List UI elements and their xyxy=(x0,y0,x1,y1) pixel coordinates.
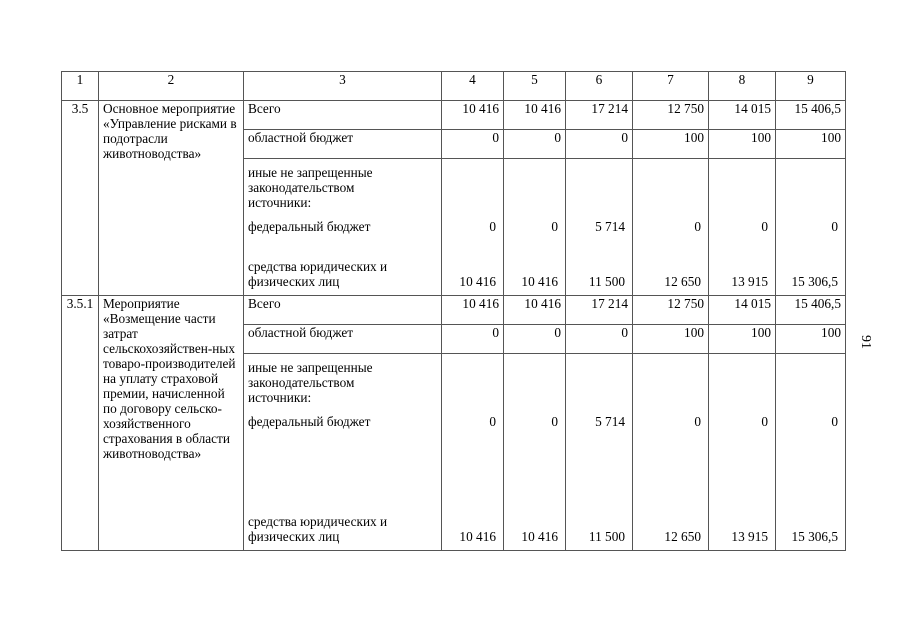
source-label-group xyxy=(244,354,442,551)
value-cell: 12 750 xyxy=(633,296,709,325)
header-cell: 1 xyxy=(62,72,99,101)
value-cell: 17 214 xyxy=(566,101,633,130)
header-cell: 9 xyxy=(776,72,846,101)
legal-value: 13 915 xyxy=(731,529,768,544)
value-stack xyxy=(508,354,558,550)
other-sources-label: иные не запрещенные законодательством источники: xyxy=(248,360,373,405)
legal-value: 10 416 xyxy=(459,274,496,289)
value-cell: 14 015 xyxy=(709,296,776,325)
value-stack xyxy=(570,354,625,550)
table-body xyxy=(62,72,846,551)
value-cell-group xyxy=(776,354,846,551)
federal-budget-label: федеральный бюджет xyxy=(248,414,371,429)
legal-value: 10 416 xyxy=(521,529,558,544)
header-cell: 5 xyxy=(504,72,566,101)
value-stack xyxy=(780,159,838,295)
value-cell: 100 xyxy=(633,325,709,354)
value-cell: 0 xyxy=(504,325,566,354)
legal-value: 13 915 xyxy=(731,274,768,289)
value-stack xyxy=(713,354,768,550)
federal-value: 5 714 xyxy=(595,414,625,429)
value-cell: 14 015 xyxy=(709,101,776,130)
value-cell: 0 xyxy=(566,325,633,354)
federal-value: 0 xyxy=(694,219,701,234)
value-cell-group xyxy=(709,159,776,296)
legal-value: 12 650 xyxy=(664,274,701,289)
value-cell: 0 xyxy=(442,130,504,159)
header-row xyxy=(62,72,846,101)
value-cell: 10 416 xyxy=(504,296,566,325)
value-cell-group xyxy=(504,354,566,551)
header-cell: 2 xyxy=(99,72,244,101)
row-code: 3.5.1 xyxy=(62,296,99,551)
value-cell: 0 xyxy=(504,130,566,159)
federal-value: 0 xyxy=(761,219,768,234)
federal-value: 0 xyxy=(831,219,838,234)
federal-value: 0 xyxy=(761,414,768,429)
budget-table xyxy=(61,71,846,551)
value-cell: 100 xyxy=(709,325,776,354)
federal-value: 0 xyxy=(489,219,496,234)
legal-value: 11 500 xyxy=(588,274,625,289)
value-stack xyxy=(570,159,625,295)
federal-value: 0 xyxy=(489,414,496,429)
source-label: областной бюджет xyxy=(244,325,442,354)
table-row xyxy=(62,101,846,130)
value-cell-group xyxy=(776,159,846,296)
header-cell: 7 xyxy=(633,72,709,101)
table-row xyxy=(62,296,846,325)
value-cell-group xyxy=(566,159,633,296)
legal-entities-label: средства юридических и физических лиц xyxy=(248,514,388,544)
federal-value: 0 xyxy=(551,219,558,234)
value-cell-group xyxy=(442,159,504,296)
value-cell: 100 xyxy=(709,130,776,159)
label-stack xyxy=(248,354,437,550)
value-cell-group xyxy=(633,159,709,296)
row-code: 3.5 xyxy=(62,101,99,296)
value-cell-group xyxy=(504,159,566,296)
row-name: Мероприятие «Возмещение части затрат сельскохозяйствен-ных товаро-производителей на уплату страховой премии, начисленной по договору сельско-хозяйственного страхования в области животноводства» xyxy=(99,296,244,551)
value-stack xyxy=(637,354,701,550)
source-label: Всего xyxy=(244,101,442,130)
legal-value: 10 416 xyxy=(521,274,558,289)
value-cell-group xyxy=(633,354,709,551)
page-number: 91 xyxy=(858,335,873,349)
other-sources-label: иные не запрещенные законодательством источники: xyxy=(248,165,373,210)
federal-value: 0 xyxy=(551,414,558,429)
value-cell-group xyxy=(566,354,633,551)
value-stack xyxy=(446,159,496,295)
value-stack xyxy=(780,354,838,550)
legal-value: 12 650 xyxy=(664,529,701,544)
value-cell: 10 416 xyxy=(442,101,504,130)
federal-budget-label: федеральный бюджет xyxy=(248,219,371,234)
value-cell: 15 406,5 xyxy=(776,296,846,325)
source-label: Всего xyxy=(244,296,442,325)
value-cell: 100 xyxy=(776,325,846,354)
federal-value: 5 714 xyxy=(595,219,625,234)
legal-value: 11 500 xyxy=(588,529,625,544)
value-cell: 10 416 xyxy=(442,296,504,325)
value-cell: 15 406,5 xyxy=(776,101,846,130)
federal-value: 0 xyxy=(694,414,701,429)
value-stack xyxy=(713,159,768,295)
value-cell: 12 750 xyxy=(633,101,709,130)
value-stack xyxy=(508,159,558,295)
source-label: областной бюджет xyxy=(244,130,442,159)
value-cell: 0 xyxy=(566,130,633,159)
header-cell: 6 xyxy=(566,72,633,101)
value-cell-group xyxy=(442,354,504,551)
header-cell: 8 xyxy=(709,72,776,101)
value-cell: 17 214 xyxy=(566,296,633,325)
federal-value: 0 xyxy=(831,414,838,429)
header-cell: 3 xyxy=(244,72,442,101)
value-stack xyxy=(446,354,496,550)
label-stack xyxy=(248,159,437,295)
legal-value: 10 416 xyxy=(459,529,496,544)
value-cell: 100 xyxy=(633,130,709,159)
value-cell: 10 416 xyxy=(504,101,566,130)
source-label-group xyxy=(244,159,442,296)
row-name: Основное мероприятие «Управление рисками в подотрасли животноводства» xyxy=(99,101,244,296)
value-cell: 0 xyxy=(442,325,504,354)
legal-entities-label: средства юридических и физических лиц xyxy=(248,259,388,289)
value-stack xyxy=(637,159,701,295)
legal-value: 15 306,5 xyxy=(791,274,838,289)
legal-value: 15 306,5 xyxy=(791,529,838,544)
value-cell: 100 xyxy=(776,130,846,159)
value-cell-group xyxy=(709,354,776,551)
header-cell: 4 xyxy=(442,72,504,101)
